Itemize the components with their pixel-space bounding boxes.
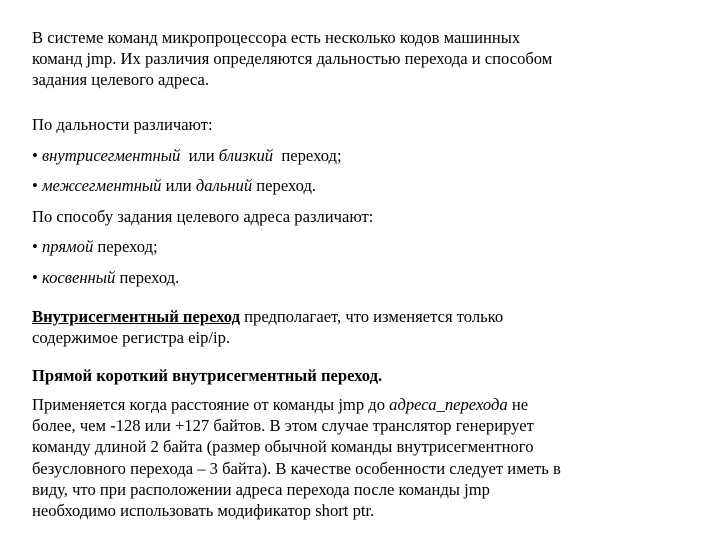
intrasegment-line: содержимое регистра eip/ip. bbox=[32, 328, 231, 347]
description-text: Применяется когда расстояние от команды jmp до bbox=[32, 395, 390, 414]
term-direct: прямой bbox=[41, 237, 94, 256]
description-line: команду длиной 2 байта (размер обычной команды внутрисегментного bbox=[32, 437, 534, 457]
item-tail: переход. bbox=[115, 267, 180, 287]
intrasegment-text: предполагает, что изменяется только bbox=[240, 307, 504, 326]
description-line: более, чем -128 или +127 байтов. В этом случае транслятор генерирует bbox=[32, 416, 534, 436]
intrasegment-paragraph bbox=[32, 306, 692, 348]
addressing-item-direct bbox=[32, 232, 692, 263]
addressing-item-indirect bbox=[32, 263, 692, 294]
bullet: • bbox=[32, 176, 42, 195]
intrasegment-term: Внутрисегментный переход bbox=[32, 307, 240, 326]
intro-line: команд jmp. Их различия определяются дальностью перехода и способом bbox=[32, 49, 553, 68]
addressing-heading: По способу задания целевого адреса различают: bbox=[32, 206, 374, 226]
short-jump-heading bbox=[32, 365, 692, 386]
description-line: виду, что при расположении адреса перехода после команды jmp bbox=[32, 479, 490, 499]
intrasegment-line bbox=[32, 306, 692, 327]
bullet: • bbox=[32, 267, 42, 287]
description-text: не bbox=[507, 395, 529, 414]
term-far: дальний bbox=[195, 176, 253, 195]
distance-heading: По дальности различают: bbox=[32, 115, 213, 134]
term-indirect: косвенный bbox=[41, 267, 116, 287]
connector-text: или bbox=[161, 176, 196, 195]
distance-item-far bbox=[32, 171, 692, 202]
item-tail: переход. bbox=[252, 176, 317, 195]
intro-line: В системе команд микропроцессора есть несколько кодов машинных bbox=[32, 28, 521, 47]
distance-item-near bbox=[32, 141, 692, 172]
term-jump-address: адреса_перехода bbox=[389, 395, 508, 414]
description-line bbox=[32, 394, 692, 415]
connector-text: или bbox=[180, 145, 219, 165]
short-jump-description bbox=[32, 394, 692, 521]
description-line: безусловного перехода – 3 байта). В качестве особенности следует иметь в bbox=[32, 458, 561, 478]
term-intrasegment: внутрисегментный bbox=[41, 145, 181, 165]
intro-paragraph bbox=[32, 27, 692, 90]
section-heading: Прямой короткий внутрисегментный переход. bbox=[32, 366, 383, 385]
term-intersegment: межсегментный bbox=[41, 176, 162, 195]
bullet: • bbox=[32, 145, 42, 165]
item-tail: переход; bbox=[273, 145, 342, 165]
bullet: • bbox=[32, 237, 42, 256]
intro-line: задания целевого адреса. bbox=[32, 70, 209, 89]
term-near: близкий bbox=[218, 145, 274, 165]
classification-list bbox=[32, 110, 692, 293]
item-tail: переход; bbox=[93, 237, 158, 256]
description-line: необходимо использовать модификатор short ptr. bbox=[32, 501, 375, 521]
